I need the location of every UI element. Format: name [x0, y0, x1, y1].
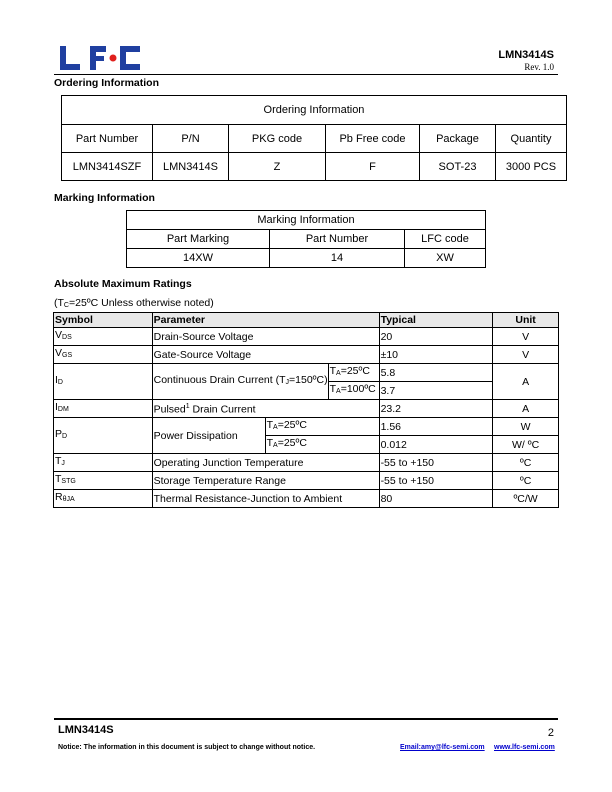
table-row — [54, 400, 559, 418]
unit-cell: A — [493, 400, 559, 418]
marking-caption: Marking Information — [127, 211, 486, 230]
marking-cell: 14XW — [127, 249, 270, 268]
abs-max-section-title: Absolute Maximum Ratings — [54, 278, 192, 290]
ordering-header-cell: Quantity — [496, 125, 567, 153]
header-rule — [54, 74, 558, 75]
unit-cell: ºC/W — [493, 490, 559, 508]
ordering-cell: SOT-23 — [420, 153, 496, 181]
table-row — [54, 472, 559, 490]
marking-header-cell: Part Number — [270, 230, 405, 249]
condition-cell: $T_A=25ºC$ — [328, 364, 379, 382]
value-cell: -55 to +150 — [379, 454, 493, 472]
parameter-cell: Continuous Drain Current $(T_J=150ºC)$ — [152, 364, 328, 400]
ordering-cell: LMN3414S — [153, 153, 229, 181]
condition-cell: $T_A=25ºC$ — [265, 436, 379, 454]
unit-cell: V — [493, 328, 559, 346]
unit-cell: W — [493, 418, 559, 436]
ordering-header-cell: PKG code — [229, 125, 326, 153]
unit-cell: V — [493, 346, 559, 364]
abs-max-note: ($T_C=25ºC$ Unless otherwise noted) — [54, 297, 214, 309]
header-typical: Typical — [379, 313, 493, 328]
website-link[interactable]: www.lfc-semi.com — [494, 744, 555, 751]
parameter-cell: Drain-Source Voltage — [152, 328, 379, 346]
lfc-logo — [58, 44, 142, 72]
table-row — [54, 454, 559, 472]
ordering-header-cell: Package — [420, 125, 496, 153]
table-row — [54, 418, 559, 436]
ordering-cell: LMN3414SZF — [62, 153, 153, 181]
header-unit: Unit — [493, 313, 559, 328]
footer-notice: Notice: The information in this document is subject to change without notice. — [58, 744, 316, 751]
ordering-header-row — [62, 125, 567, 153]
symbol-cell: $V_{DS}$ — [54, 328, 153, 346]
abs-max-header-row — [54, 313, 559, 328]
symbol-cell: $I_D$ — [54, 364, 153, 400]
header-parameter: Parameter — [152, 313, 379, 328]
footer-rule — [54, 718, 558, 720]
marking-cell: XW — [405, 249, 486, 268]
ordering-header-cell: P/N — [153, 125, 229, 153]
ordering-cell: F — [326, 153, 420, 181]
parameter-cell: Thermal Resistance-Junction to Ambient — [152, 490, 379, 508]
marking-cell: 14 — [270, 249, 405, 268]
unit-cell: ºC — [493, 454, 559, 472]
marking-data-row — [127, 249, 486, 268]
parameter-cell: Gate-Source Voltage — [152, 346, 379, 364]
header-symbol: Symbol — [54, 313, 153, 328]
marking-section-title: Marking Information — [54, 192, 155, 204]
ordering-section-title: Ordering Information — [54, 77, 159, 89]
unit-cell: ºC — [493, 472, 559, 490]
symbol-cell: $I_{DM}$ — [54, 400, 153, 418]
header-revision: Rev. 1.0 — [524, 62, 554, 72]
table-row — [54, 346, 559, 364]
symbol-cell: $R_{\theta JA}$ — [54, 490, 153, 508]
condition-cell: $T_A=25ºC$ — [265, 418, 379, 436]
marking-header-row — [127, 230, 486, 249]
marking-header-cell: Part Marking — [127, 230, 270, 249]
unit-cell: A — [493, 364, 559, 400]
page-number: 2 — [547, 727, 554, 739]
footer-part-number: LMN3414S — [58, 724, 114, 736]
symbol-cell: $P_D$ — [54, 418, 153, 454]
ordering-data-row — [62, 153, 567, 181]
value-cell: 80 — [379, 490, 493, 508]
value-cell: 20 — [379, 328, 493, 346]
header-part-number: LMN3414S — [498, 49, 554, 61]
marking-table — [126, 210, 486, 268]
marking-header-cell: LFC code — [405, 230, 486, 249]
ordering-caption: Ordering Information — [62, 96, 567, 125]
email-link[interactable]: Email:amy@lfc-semi.com — [400, 744, 485, 751]
value-cell: -55 to +150 — [379, 472, 493, 490]
ordering-table — [61, 95, 567, 181]
ordering-cell: 3000 PCS — [496, 153, 567, 181]
value-cell: 0.012 — [379, 436, 493, 454]
table-row — [54, 364, 559, 382]
symbol-cell: $T_{STG}$ — [54, 472, 153, 490]
ordering-header-cell: Part Number — [62, 125, 153, 153]
parameter-cell: Pulsed$^1$ Drain Current — [152, 400, 379, 418]
parameter-cell: Operating Junction Temperature — [152, 454, 379, 472]
abs-max-table — [53, 312, 559, 508]
ordering-header-cell: Pb Free code — [326, 125, 420, 153]
value-cell: ±10 — [379, 346, 493, 364]
ordering-cell: Z — [229, 153, 326, 181]
value-cell: 5.8 — [379, 364, 493, 382]
table-row — [54, 490, 559, 508]
parameter-cell: Storage Temperature Range — [152, 472, 379, 490]
parameter-cell: Power Dissipation — [152, 418, 265, 454]
table-row — [54, 328, 559, 346]
value-cell: 3.7 — [379, 382, 493, 400]
value-cell: 23.2 — [379, 400, 493, 418]
unit-cell: W/ ºC — [493, 436, 559, 454]
symbol-cell: $T_J$ — [54, 454, 153, 472]
symbol-cell: $V_{GS}$ — [54, 346, 153, 364]
value-cell: 1.56 — [379, 418, 493, 436]
condition-cell: $T_A=100ºC$ — [328, 382, 379, 400]
